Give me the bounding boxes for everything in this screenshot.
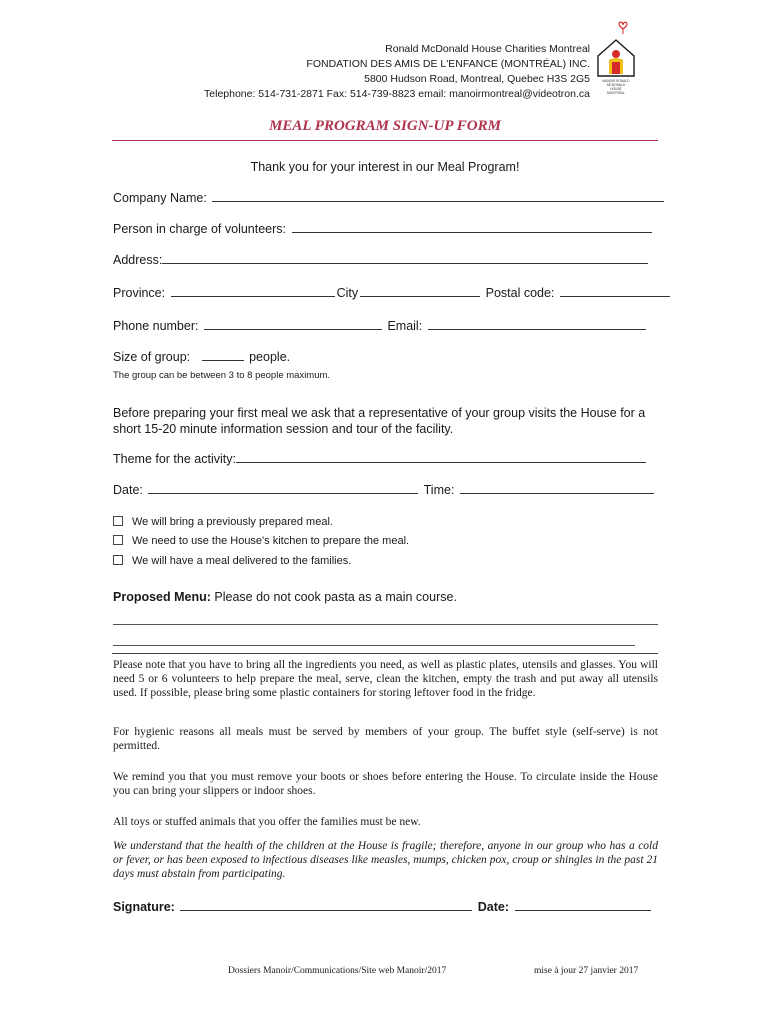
address-input[interactable] [162, 251, 648, 264]
footer-path: Dossiers Manoir/Communications/Site web Manoir/2017 [228, 966, 447, 976]
option-prepared-meal[interactable] [113, 516, 333, 528]
date-input[interactable] [148, 481, 418, 494]
option-label: We will bring a previously prepared meal. [132, 516, 333, 528]
group-size-suffix: people. [249, 350, 291, 364]
company-name-row [113, 189, 666, 205]
menu-input-line-2[interactable] [113, 645, 635, 646]
svg-text:MONTRÉAL: MONTRÉAL [607, 91, 625, 95]
phone-label: Phone number: [113, 319, 199, 333]
email-label: Email: [387, 319, 423, 333]
section-divider [112, 653, 658, 654]
svg-text:MCDONALD: MCDONALD [606, 83, 626, 87]
province-input[interactable] [171, 284, 335, 297]
org-contact: Telephone: 514-731-2871 Fax: 514-739-8823 email: manoirmontreal@videotron.ca [204, 88, 590, 100]
city-input[interactable] [360, 284, 480, 297]
time-label: Time: [423, 483, 455, 497]
volunteer-contact-row [113, 220, 654, 236]
person-in-charge-label: Person in charge of volunteers: [113, 222, 287, 236]
checkbox[interactable] [113, 535, 123, 545]
signature-label: Signature: [113, 900, 175, 914]
option-label: We will have a meal delivered to the families. [132, 555, 352, 567]
time-input[interactable] [460, 481, 654, 494]
thank-you-message: Thank you for your interest in our Meal Program! [250, 160, 520, 174]
date-time-row [113, 481, 656, 497]
option-label: We need to use the House's kitchen to prepare the meal. [132, 535, 410, 547]
company-name-label: Company Name: [113, 191, 207, 205]
theme-input[interactable] [236, 450, 646, 463]
svg-text:MANOIR RONALD: MANOIR RONALD [602, 79, 630, 83]
signature-date-label: Date: [477, 900, 510, 914]
health-note: We understand that the health of the children at the House is fragile; therefore, anyone in our group who has a cold or fever, or has been exposed to infectious diseases like measles, mumps, chicken pox, croup or shingles in the past 21 days must abstain from participating. [113, 840, 658, 880]
location-row [113, 284, 672, 300]
phone-email-row [113, 317, 648, 333]
info-session-note: Before preparing your first meal we ask that a representative of your group visits the House for a short 15-20 minute information session and tour of the facility. [113, 406, 646, 436]
signature-row [113, 898, 653, 914]
checkbox[interactable] [113, 516, 123, 526]
group-size-note: The group can be between 3 to 8 people maximum. [113, 370, 331, 381]
signature-date-input[interactable] [515, 898, 651, 911]
theme-row [113, 450, 648, 466]
form-title: MEAL PROGRAM SIGN-UP FORM [269, 118, 501, 134]
org-name: Ronald McDonald House Charities Montreal [385, 43, 590, 55]
proposed-menu-note: Please do not cook pasta as a main course. [214, 590, 457, 604]
menu-input-line-1[interactable] [113, 624, 658, 625]
hygiene-note: For hygienic reasons all meals must be served by members of your group. The buffet style (self-serve) is not permitted. [113, 726, 658, 752]
address-row [113, 251, 650, 267]
organization-header [150, 42, 590, 102]
proposed-menu-label: Proposed Menu: [113, 590, 211, 604]
date-label: Date: [113, 483, 143, 497]
signature-input[interactable] [180, 898, 472, 911]
option-meal-delivered[interactable] [113, 555, 351, 567]
group-size-label: Size of group: [113, 350, 191, 364]
org-address: 5800 Hudson Road, Montreal, Quebec H3S 2G5 [364, 73, 590, 85]
person-in-charge-input[interactable] [292, 220, 652, 233]
group-size-input[interactable] [202, 348, 244, 361]
phone-input[interactable] [204, 317, 382, 330]
footer-updated: mise à jour 27 janvier 2017 [534, 966, 639, 976]
footwear-note: We remind you that you must remove your boots or shoes before entering the House. To circulate inside the House you can bring your slippers or indoor shoes. [113, 771, 658, 797]
postal-code-input[interactable] [560, 284, 670, 297]
svg-text:HOUSE: HOUSE [610, 87, 622, 91]
proposed-menu [113, 590, 457, 604]
theme-label: Theme for the activity: [113, 452, 236, 466]
title-divider [112, 140, 658, 141]
group-size-row [113, 348, 290, 364]
foundation-name: FONDATION DES AMIS DE L'ENFANCE (MONTRÉAL) INC. [306, 58, 590, 70]
option-use-kitchen[interactable] [113, 535, 409, 547]
province-label: Province: [113, 286, 166, 300]
address-label: Address: [113, 253, 163, 267]
email-input[interactable] [428, 317, 646, 330]
ingredients-note: Please note that you have to bring all the ingredients you need, as well as plastic plates, utensils and glasses. You will need 5 or 6 volunteers to help prepare the meal, serve, clean the kitchen, empty the trash and put away all utensils used. If possible, please bring some plastic containers for storing leftover food in the fridge. [113, 659, 658, 699]
toys-note: All toys or stuffed animals that you offer the families must be new. [113, 816, 421, 828]
ronald-mcdonald-house-logo [592, 16, 640, 104]
company-name-input[interactable] [212, 189, 664, 202]
city-label: City [336, 286, 359, 300]
checkbox[interactable] [113, 555, 123, 565]
postal-code-label: Postal code: [485, 286, 555, 300]
